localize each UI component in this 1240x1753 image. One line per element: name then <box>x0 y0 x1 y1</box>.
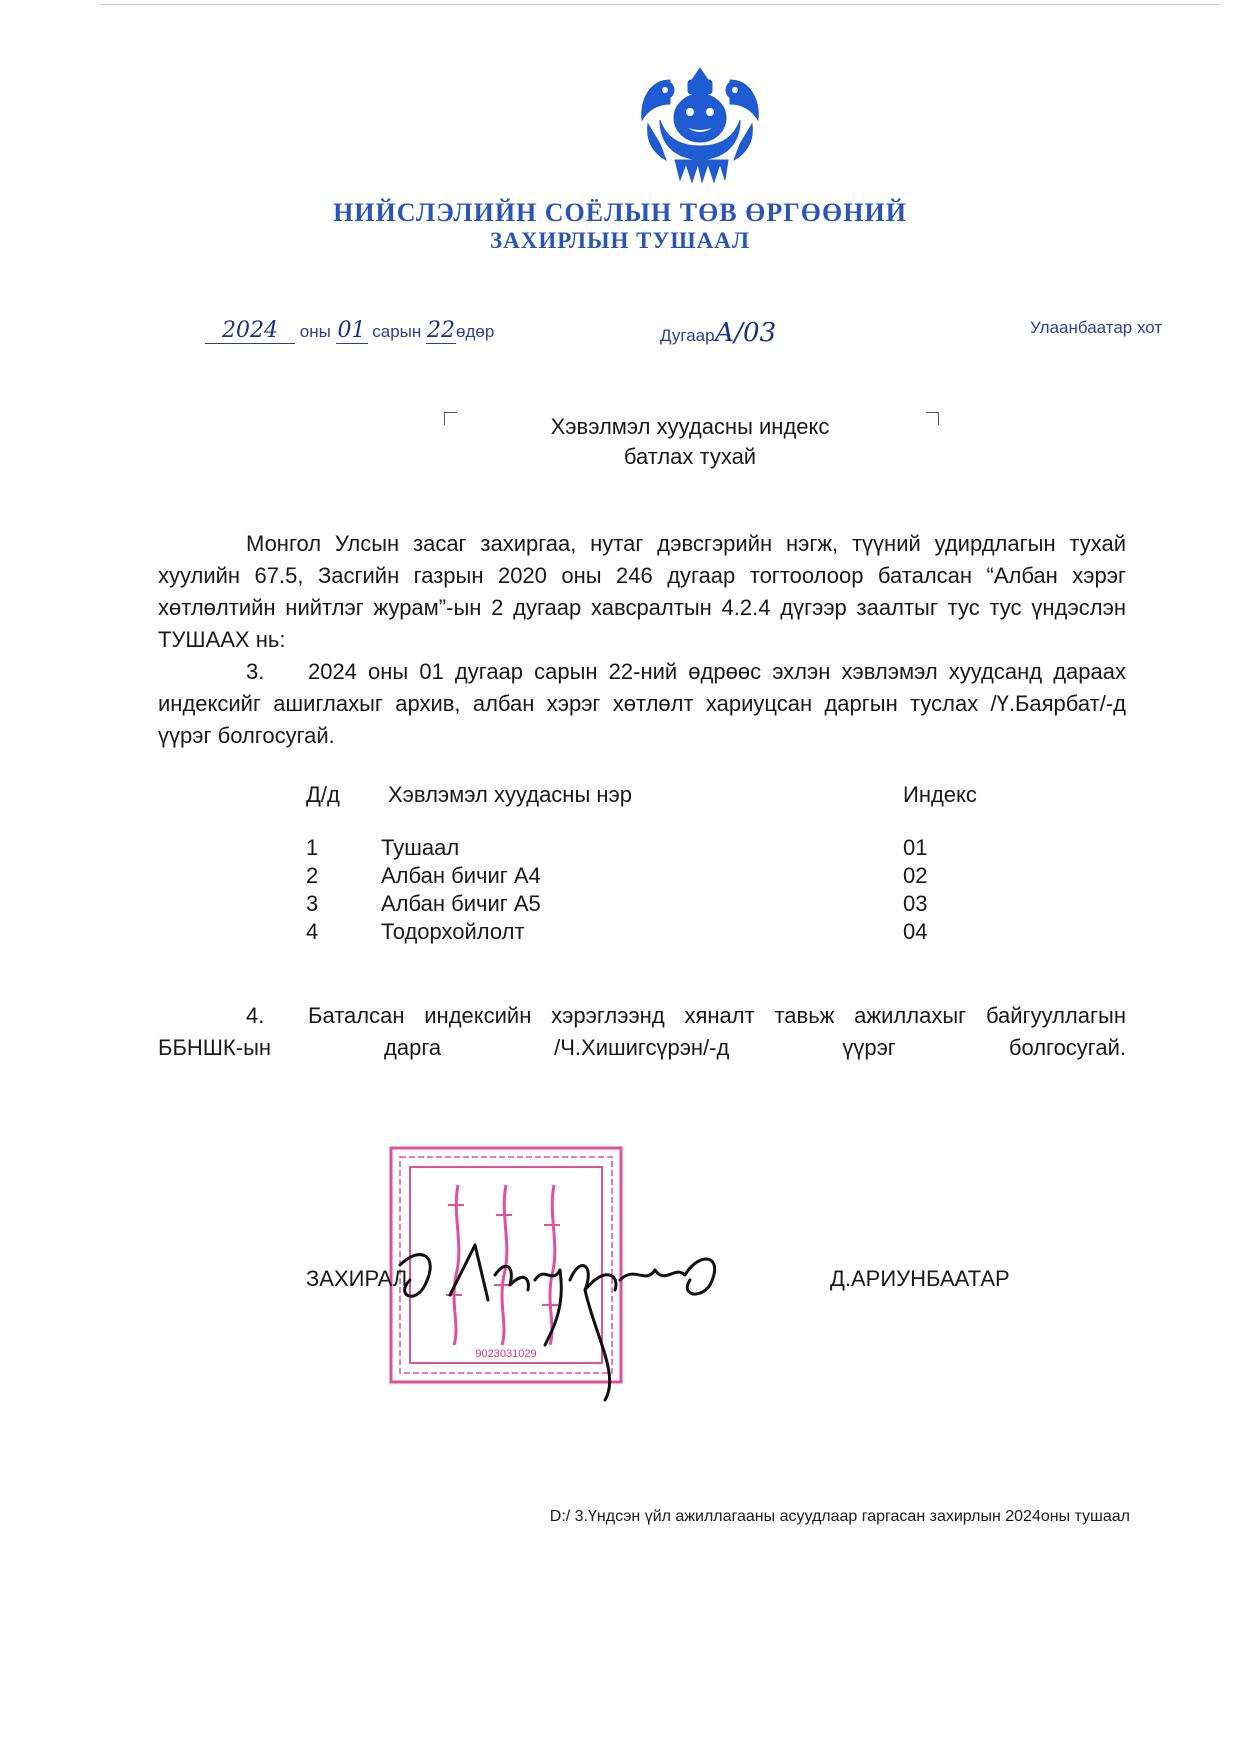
subject-bracket-right <box>926 412 939 425</box>
org-title-line1: НИЙСЛЭЛИЙН СОЁЛЫН ТӨВ ӨРГӨӨНИЙ <box>333 198 907 227</box>
row-index: 04 <box>903 919 928 944</box>
date-month: 01 <box>337 318 366 343</box>
order-number-value: А/03 <box>714 318 777 348</box>
header-name: Хэвлэмэл хуудасны нэр <box>388 782 632 807</box>
item-4-number: 4. <box>246 1003 265 1028</box>
item-3-text: 2024 оны 01 дугаар сарын 22-ний өдрөөс эхлэн хэвлэмэл хуудсанд дараах индексийг ашиглахыг архив, албан хэрэг хөтлөлт хариуцсан даргын туслах /Ү.Баярбат/-д үүрэг болгосугай. <box>158 659 1126 748</box>
signatory-name: Д.АРИУНБААТАР <box>830 1266 1010 1291</box>
row-index: 01 <box>903 835 928 860</box>
item-4-text: Баталсан индексийн хэрэглээнд хяналт тавьж ажиллахыг байгууллагын ББНШК-ын дарга /Ч.Хишигсүрэн/-д үүрэг болгосугай. <box>158 1003 1126 1060</box>
preamble-paragraph: Монгол Улсын засаг захиргаа, нутаг дэвсгэрийн нэгж, түүний удирдлагын тухай хуулийн 67.5, Засгийн газрын 2020 оны 246 дугаар тогтоолоор баталсан “Албан хэрэг хөтлөлтийн нийтлэг журам”-ын 2 дугаар хавсралтын 4.2.4 дүгээр заалтыг тус тус үндэслэн ТУШААХ нь: <box>158 531 1126 652</box>
row-name: Албан бичиг А5 <box>381 891 541 916</box>
top-rule <box>100 4 1220 5</box>
subject-line2: батлах тухай <box>623 444 757 469</box>
signatory-title: ЗАХИРАЛ <box>306 1266 408 1291</box>
row-no: 4 <box>306 919 319 944</box>
row-name: Тодорхойлолт <box>381 919 525 944</box>
order-date <box>205 318 494 344</box>
order-number-label: Дугаар <box>660 326 715 345</box>
seal-code: 9023031029 <box>475 1348 537 1360</box>
footer-file-path: D:/ 3.Үндсэн үйл ажиллагааны асуудлаар гаргасан захирлын 2024оны тушаал <box>549 1508 1130 1525</box>
handwritten-signature <box>380 1225 800 1405</box>
order-body <box>158 528 1126 752</box>
org-title-line2: ЗАХИРЛЫН ТУШААЛ <box>489 228 751 253</box>
row-no: 2 <box>306 863 319 888</box>
subject-line1: Хэвэлмэл хуудасны индекс <box>550 414 830 439</box>
row-no: 3 <box>306 891 319 916</box>
row-no: 1 <box>306 835 319 860</box>
subject-bracket-left <box>444 412 457 425</box>
item-4-block <box>158 1000 1126 1064</box>
order-city: Улаанбаатар хот <box>1030 318 1163 337</box>
row-index: 02 <box>903 863 928 888</box>
date-year: 2024 <box>205 318 295 344</box>
subject-title <box>470 412 910 472</box>
header-no: Д/д <box>306 782 340 807</box>
header-index: Индекс <box>903 782 977 807</box>
row-name: Албан бичиг А4 <box>381 863 541 888</box>
date-month-suffix: сарын <box>372 322 422 341</box>
row-name: Тушаал <box>381 835 460 860</box>
order-number <box>660 318 776 348</box>
state-emblem-icon <box>630 60 770 190</box>
date-day: 22 <box>427 318 456 343</box>
date-day-suffix: өдөр <box>456 322 495 341</box>
item-3-number: 3. <box>246 659 265 684</box>
date-year-suffix: оны <box>299 322 331 341</box>
item-3-paragraph <box>158 656 1126 752</box>
item-4-paragraph <box>158 1000 1126 1064</box>
row-index: 03 <box>903 891 928 916</box>
